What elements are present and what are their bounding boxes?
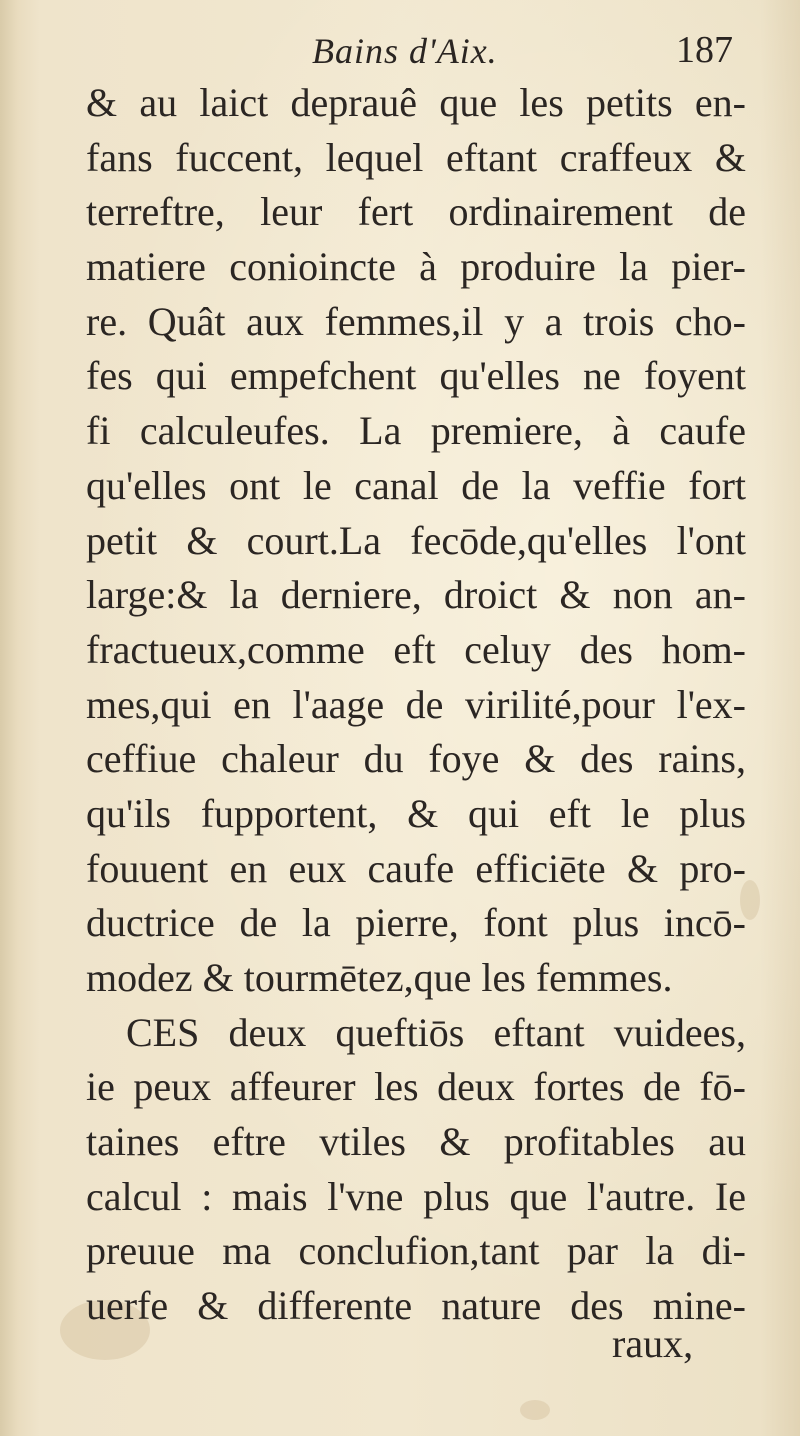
text-line: ductrice de la pierre, font plus incō-: [86, 900, 746, 946]
page-number: 187: [676, 29, 733, 71]
text-line: fi calculeufes. La premiere, à caufe: [86, 408, 746, 454]
text-line: preuue ma conclufion,tant par la di-: [86, 1228, 746, 1274]
text-line: fouuent en eux caufe efficiēte & pro-: [86, 845, 746, 891]
text-line: qu'ils fupportent, & qui eft le plus: [86, 790, 746, 836]
text-line: uerfe & differente nature des mine-: [86, 1283, 746, 1329]
text-line: ie peux affeurer les deux fortes de fō-: [86, 1064, 746, 1110]
text-line: ceffiue chaleur du foye & des rains,: [86, 736, 746, 782]
page-header: [0, 22, 800, 82]
paragraph-start-line: CES deux queftiōs eftant vuidees,: [126, 1009, 746, 1055]
running-title: Bains d'Aix.: [312, 31, 498, 71]
text-line: fes qui empefchent qu'elles ne foyent: [86, 353, 746, 399]
text-line: modez & tourmētez,que les femmes.: [86, 955, 673, 1000]
text-line: qu'elles ont le canal de la veffie fort: [86, 462, 746, 508]
text-line: re. Quât aux femmes,il y a trois cho-: [86, 298, 746, 344]
text-line: fractueux,comme eft celuy des hom-: [86, 626, 746, 672]
text-line: calcul : mais l'vne plus que l'autre. Ie: [86, 1173, 746, 1219]
text-line: taines eftre vtiles & profitables au: [86, 1119, 746, 1165]
text-line: & au laict deprauê que les petits en-: [86, 80, 746, 125]
text-line: large:& la derniere, droict & non an-: [86, 572, 746, 618]
body-text: [86, 76, 746, 1334]
text-line: petit & court.La fecōde,qu'elles l'ont: [86, 517, 746, 563]
text-line: matiere conioincte à produire la pier-: [86, 244, 746, 290]
paper-stain: [520, 1400, 550, 1420]
text-line: fans fuccent, lequel eftant craffeux &: [86, 134, 746, 180]
catchword: raux,: [612, 1321, 694, 1366]
text-line: mes,qui en l'aage de virilité,pour l'ex-: [86, 681, 746, 727]
text-line: terreftre, leur fert ordinairement de: [86, 189, 746, 235]
